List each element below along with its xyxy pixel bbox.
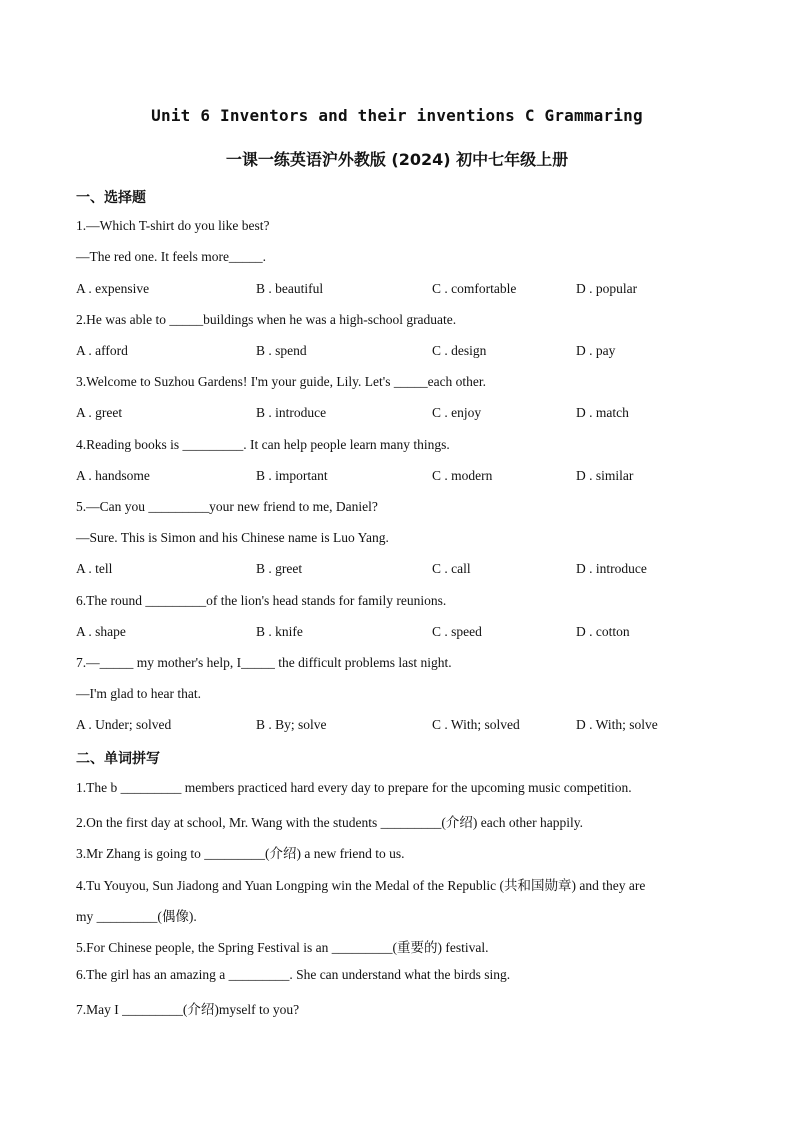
question-2-option-c: C . design: [432, 343, 487, 358]
spelling-line-4: 4.Tu Youyou, Sun Jiadong and Yuan Longping win the Medal of the Republic (共和国勋章) and they are: [76, 878, 646, 893]
spelling-line-5: 5.For Chinese people, the Spring Festival is an _________(重要的) festival.: [76, 940, 489, 955]
question-5-option-a: A . tell: [76, 561, 113, 576]
question-4-option-d: D . similar: [576, 468, 634, 483]
section-heading-multiple-choice: 一、选择题: [76, 190, 146, 206]
question-2-stem: 2.He was able to _____buildings when he was a high-school graduate.: [76, 312, 457, 327]
question-1-option-b: B . beautiful: [256, 281, 324, 296]
question-3-option-b: B . introduce: [256, 405, 327, 420]
question-5-option-b: B . greet: [256, 561, 303, 576]
question-6-option-a: A . shape: [76, 624, 126, 639]
question-4-option-a: A . handsome: [76, 468, 150, 483]
question-7-option-a: A . Under; solved: [76, 717, 172, 732]
document-subtitle: 一课一练英语沪外教版 (2024) 初中七年级上册: [225, 150, 569, 169]
question-4-option-c: C . modern: [432, 468, 493, 483]
question-7-option-c: C . With; solved: [432, 717, 520, 732]
question-6-option-c: C . speed: [432, 624, 482, 639]
question-5-option-c: C . call: [432, 561, 471, 576]
question-1-option-a: A . expensive: [76, 281, 150, 296]
question-5-option-d: D . introduce: [576, 561, 647, 576]
spelling-line-1: 1.The b _________ members practiced hard every day to prepare for the upcoming music competition.: [76, 780, 632, 795]
question-1-option-c: C . comfortable: [432, 281, 517, 296]
question-2-option-b: B . spend: [256, 343, 307, 358]
question-5-stem-reply: —Sure. This is Simon and his Chinese name is Luo Yang.: [76, 530, 389, 545]
question-7-stem: 7.—_____ my mother's help, I_____ the difficult problems last night.: [76, 655, 452, 670]
question-2-option-a: A . afford: [76, 343, 128, 358]
document-title: Unit 6 Inventors and their inventions C Grammaring: [151, 106, 643, 125]
question-4-stem: 4.Reading books is _________. It can help people learn many things.: [76, 437, 450, 452]
question-7-option-b: B . By; solve: [256, 717, 327, 732]
question-3-stem: 3.Welcome to Suzhou Gardens! I'm your guide, Lily. Let's _____each other.: [76, 374, 487, 389]
question-3-option-c: C . enjoy: [432, 405, 482, 420]
spelling-line-2: 2.On the first day at school, Mr. Wang with the students _________(介绍) each other happily.: [76, 815, 583, 830]
question-6-option-d: D . cotton: [576, 624, 630, 639]
question-6-stem: 6.The round _________of the lion's head stands for family reunions.: [76, 593, 447, 608]
question-1-stem: 1.—Which T-shirt do you like best?: [76, 218, 270, 233]
question-1-stem-reply: —The red one. It feels more_____.: [76, 249, 267, 264]
question-7-stem-reply: —I'm glad to hear that.: [76, 686, 202, 701]
question-3-option-d: D . match: [576, 405, 629, 420]
question-5-stem: 5.—Can you _________your new friend to me, Daniel?: [76, 499, 378, 514]
question-1-option-d: D . popular: [576, 281, 638, 296]
spelling-line-6: 6.The girl has an amazing a _________. She can understand what the birds sing.: [76, 967, 511, 982]
question-2-option-d: D . pay: [576, 343, 616, 358]
question-4-option-b: B . important: [256, 468, 328, 483]
question-3-option-a: A . greet: [76, 405, 123, 420]
question-6-option-b: B . knife: [256, 624, 303, 639]
section-heading-spelling: 二、单词拼写: [76, 751, 160, 767]
spelling-line-3: 3.Mr Zhang is going to _________(介绍) a new friend to us.: [76, 846, 405, 861]
spelling-line-7: 7.May I _________(介绍)myself to you?: [76, 1002, 300, 1017]
spelling-line-4-cont: my _________(偶像).: [76, 909, 197, 924]
question-7-option-d: D . With; solve: [576, 717, 658, 732]
